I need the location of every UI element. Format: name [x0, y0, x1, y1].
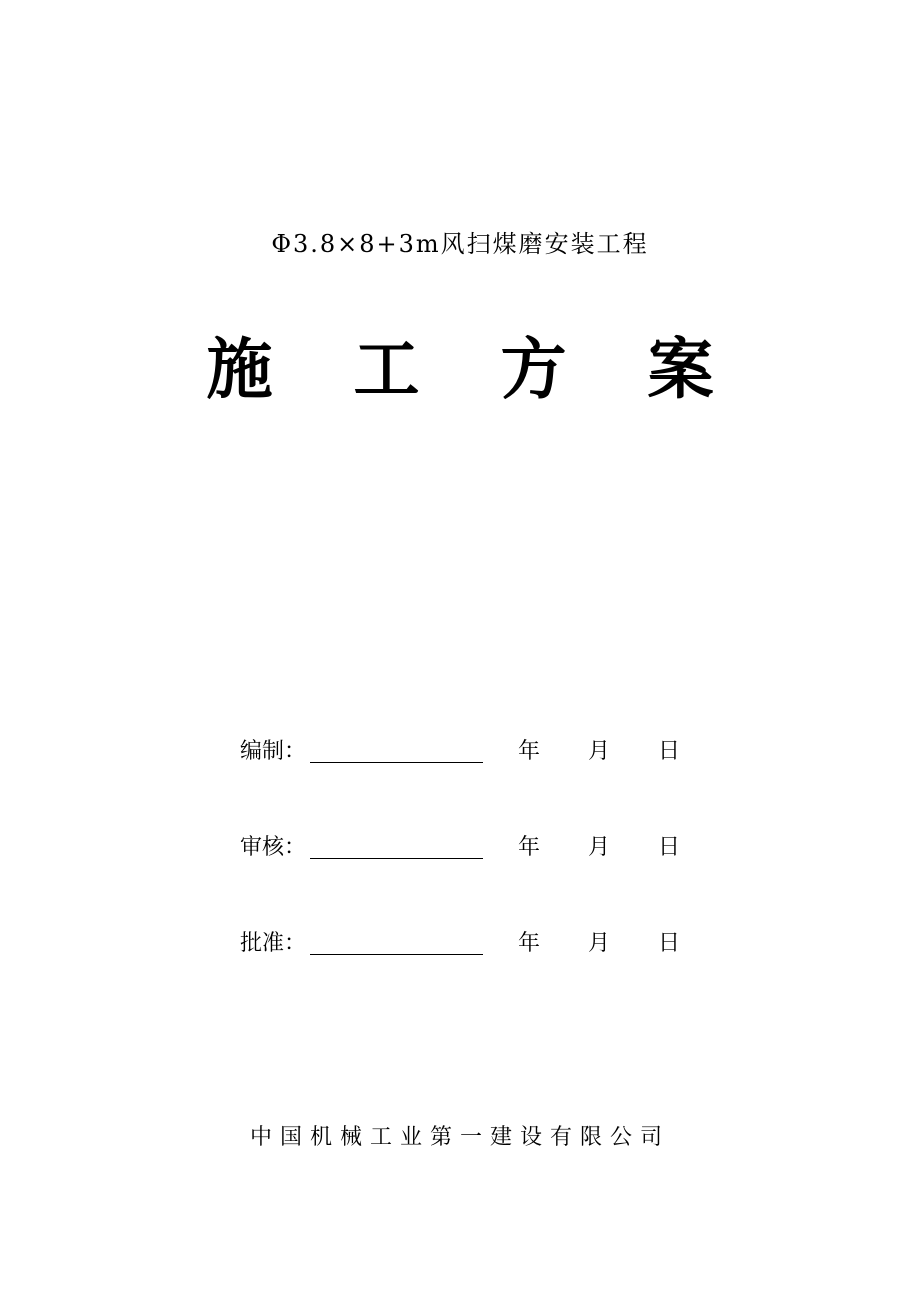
- signature-blank-line[interactable]: [310, 954, 483, 955]
- document-title-char: 工: [353, 331, 420, 408]
- document-title-char: 施: [206, 331, 273, 408]
- signature-blank-line[interactable]: [310, 762, 483, 763]
- company-name: 中国机械工业第一建设有限公司: [249, 1125, 670, 1150]
- signature-row-reviewed: [240, 830, 700, 866]
- date-day-label: 日: [658, 739, 681, 764]
- signature-blank-line[interactable]: [310, 858, 483, 859]
- document-title-char: 方: [500, 331, 567, 408]
- date-month-label: 月: [588, 835, 611, 860]
- project-title: Φ3.8×8+3m风扫煤磨安装工程: [271, 230, 649, 258]
- signature-row-compiled: [240, 734, 700, 770]
- date-day-label: 日: [658, 931, 681, 956]
- date-year-label: 年: [518, 835, 541, 860]
- signature-row-approved: [240, 926, 700, 962]
- date-year-label: 年: [518, 739, 541, 764]
- date-year-label: 年: [518, 931, 541, 956]
- date-month-label: 月: [588, 739, 611, 764]
- document-title-char: 案: [647, 331, 714, 408]
- signature-label: 批准：: [240, 931, 307, 956]
- signature-label: 审核：: [240, 835, 307, 860]
- document-title: [0, 330, 920, 410]
- date-day-label: 日: [658, 835, 681, 860]
- date-month-label: 月: [588, 931, 611, 956]
- signature-label: 编制：: [240, 739, 307, 764]
